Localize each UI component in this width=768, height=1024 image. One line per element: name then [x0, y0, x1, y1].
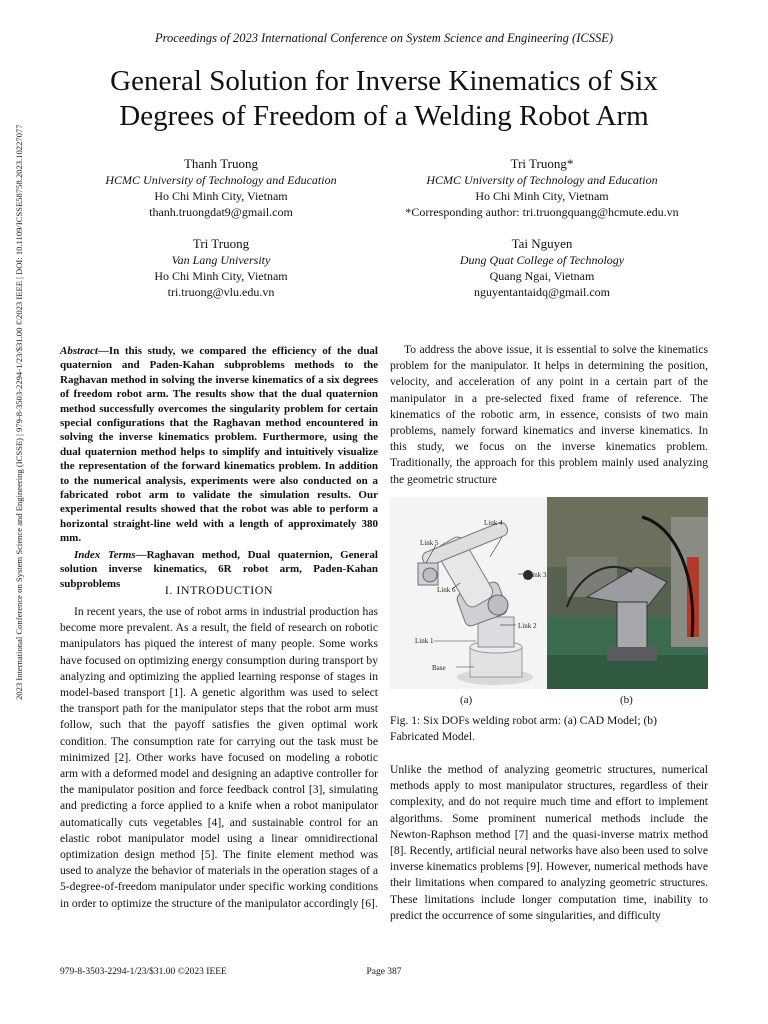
figure-caption: Fig. 1: Six DOFs welding robot arm: (a) CAD Model; (b) Fabricated Model.: [390, 714, 657, 743]
author-affiliation: HCMC University of Technology and Education: [426, 173, 658, 187]
author-name: Tri Truong*: [510, 156, 574, 171]
author-affiliation: Van Lang University: [171, 253, 271, 267]
author-city: Ho Chi Minh City, Vietnam: [154, 189, 288, 203]
right-text-2: Unlike the method of analyzing geometric structures, numerical methods apply to most manipulator structures, regardless of their complexity, and do not require much time and effort to implement algorithms. Some prominent numerical methods include the Newton-Raphson method [7] and the quasi-inverse matrix method [8]. Recently, artificial neural networks have also been used to solve inverse kinematics problems [9]. However, numerical methods have their limitations when compared to analyzing geometric structures. These limitations include longer computation time, inability to predict the occurrence of some singularities, and difficulty: [390, 763, 708, 922]
index-terms-text: —Raghavan method, Dual quaternion, General solution inverse kinematics, 6R robot arm, Paden-Kahan subproblems: [60, 548, 378, 590]
abstract: [60, 344, 378, 591]
conference-header: Proceedings of 2023 International Conference on System Science and Engineering (ICSSE): [155, 31, 613, 45]
right-paragraph-2: [390, 762, 708, 924]
author-name: Tri Truong: [192, 236, 250, 251]
author-city: Ho Chi Minh City, Vietnam: [154, 269, 288, 283]
label-link5: Link 5: [420, 539, 439, 547]
index-terms-label: Index Terms: [74, 548, 136, 561]
author-city: Ho Chi Minh City, Vietnam: [475, 189, 609, 203]
title-line-1: General Solution for Inverse Kinematics of Six: [110, 65, 658, 97]
abstract-text: —In this study, we compared the efficiency of the dual quaternion and Paden-Kahan subproblems methods to the Raghavan method in solving the inverse kinematics of a six degrees of freedom robot arm. The results show that the dual quaternion method successfully overcomes the singularity problem for certain special configurations that the Raghavan method encountered in solving the inverse kinematics problem. Furthermore, using the dual quaternion method helps to simplify and intuitively visualize the representation of the forward kinematics problem. In addition to the numerical analysis, experiments were also conducted on a fabricated robot arm to validate the simulation results. Our experimental results showed that the robot was able to perform a horizontal straight-line weld with a length of approximately 380 mm.: [60, 345, 378, 545]
author-name: Tai Nguyen: [511, 236, 573, 251]
intro-paragraph: [60, 604, 378, 912]
subfigure-label-b: (b): [620, 694, 633, 706]
title-line-2: Degrees of Freedom of a Welding Robot Arm: [119, 100, 649, 132]
author-email[interactable]: tri.truong@vlu.edu.vn: [167, 285, 275, 299]
label-link4: Link 4: [484, 519, 503, 527]
author-email[interactable]: thanh.truongdat9@gmail.com: [149, 205, 293, 219]
side-doi-text: 2023 International Conference on System Science and Engineering (ICSSE) | 979-8-3503-2294-1/23/$31.00 ©2023 IEEE | DOI: 10.1109/ICSSE58758.2023.10227077: [14, 124, 24, 700]
label-base: Base: [432, 664, 446, 672]
right-text-1: To address the above issue, it is essential to solve the kinematics problem for the manipulator. It helps in determining the position, velocity, and acceleration of any point in a certain part of the manipulator in a pre-selected fixed frame of reference. The kinematics of the robotic arm, in essence, consists of two main problems, namely forward kinematics and inverse kinematics. In this study, we focus on the inverse kinematics problem. Traditionally, the approach for this problem mainly used analyzing the geometric structure: [390, 343, 708, 486]
author-affiliation: HCMC University of Technology and Education: [105, 173, 337, 187]
paper-title: [40, 64, 728, 134]
figure-1: [390, 497, 708, 689]
right-paragraph-1: [390, 342, 708, 488]
label-link3: Link 3: [528, 571, 547, 579]
label-link1: Link 1: [415, 637, 434, 645]
subfigure-label-a: (a): [460, 694, 473, 706]
author-city: Quang Ngai, Vietnam: [489, 269, 595, 283]
author-email[interactable]: *Corresponding author: tri.truongquang@hcmute.edu.vn: [405, 205, 679, 219]
author-name: Thanh Truong: [183, 156, 259, 171]
intro-text: In recent years, the use of robot arms in industrial production has become more prevalent. As a result, the field of research on robotic manipulators has piqued the interest of many people. Some works have focused on optimizing energy consumption during transport by analyzing and optimizing the applied learning response of stages in model-based transport [1]. A genetic algorithm was used to select the transport path for the manipulator steps that the robot arm must follow, such that the payoff satisfies the given optimal work condition. The consumption rate for carrying out the task must be minimized [2]. Other works have focused on modeling a robotic arm with a deformed model and designing an adaptive controller for the manipulator position and force feedback control [3], simulating and predicting a force applied to a knife when a robot manipulator automatically cuts vegetables [4], and sustainable control for an elastic robot manipulator model using a linear omnidirectional optimization design method [5]. The finite element method was used to analyze the behavior of materials in the operation stages of a 5-degree-of-freedom manipulator under specific working conditions in order to optimize the structure of the manipulator accordingly [6].: [60, 605, 378, 910]
abstract-label: Abstract: [60, 345, 98, 357]
label-link6: Link 6: [437, 586, 456, 594]
label-link2: Link 2: [518, 622, 537, 630]
footer-page-number: Page 387: [366, 967, 402, 977]
author-block-3: [56, 236, 386, 300]
author-affiliation: Dung Quat College of Technology: [459, 253, 625, 267]
fabricated-model-photo: [547, 497, 708, 689]
author-email[interactable]: nguyentantaidq@gmail.com: [473, 285, 611, 299]
cad-model-image: [390, 497, 547, 689]
author-block-4: [362, 236, 722, 300]
footer-isbn: 979-8-3503-2294-1/23/$31.00 ©2023 IEEE: [60, 967, 227, 977]
author-block-1: [56, 156, 386, 220]
section-heading: I. INTRODUCTION: [164, 583, 274, 597]
author-block-2: [362, 156, 722, 220]
